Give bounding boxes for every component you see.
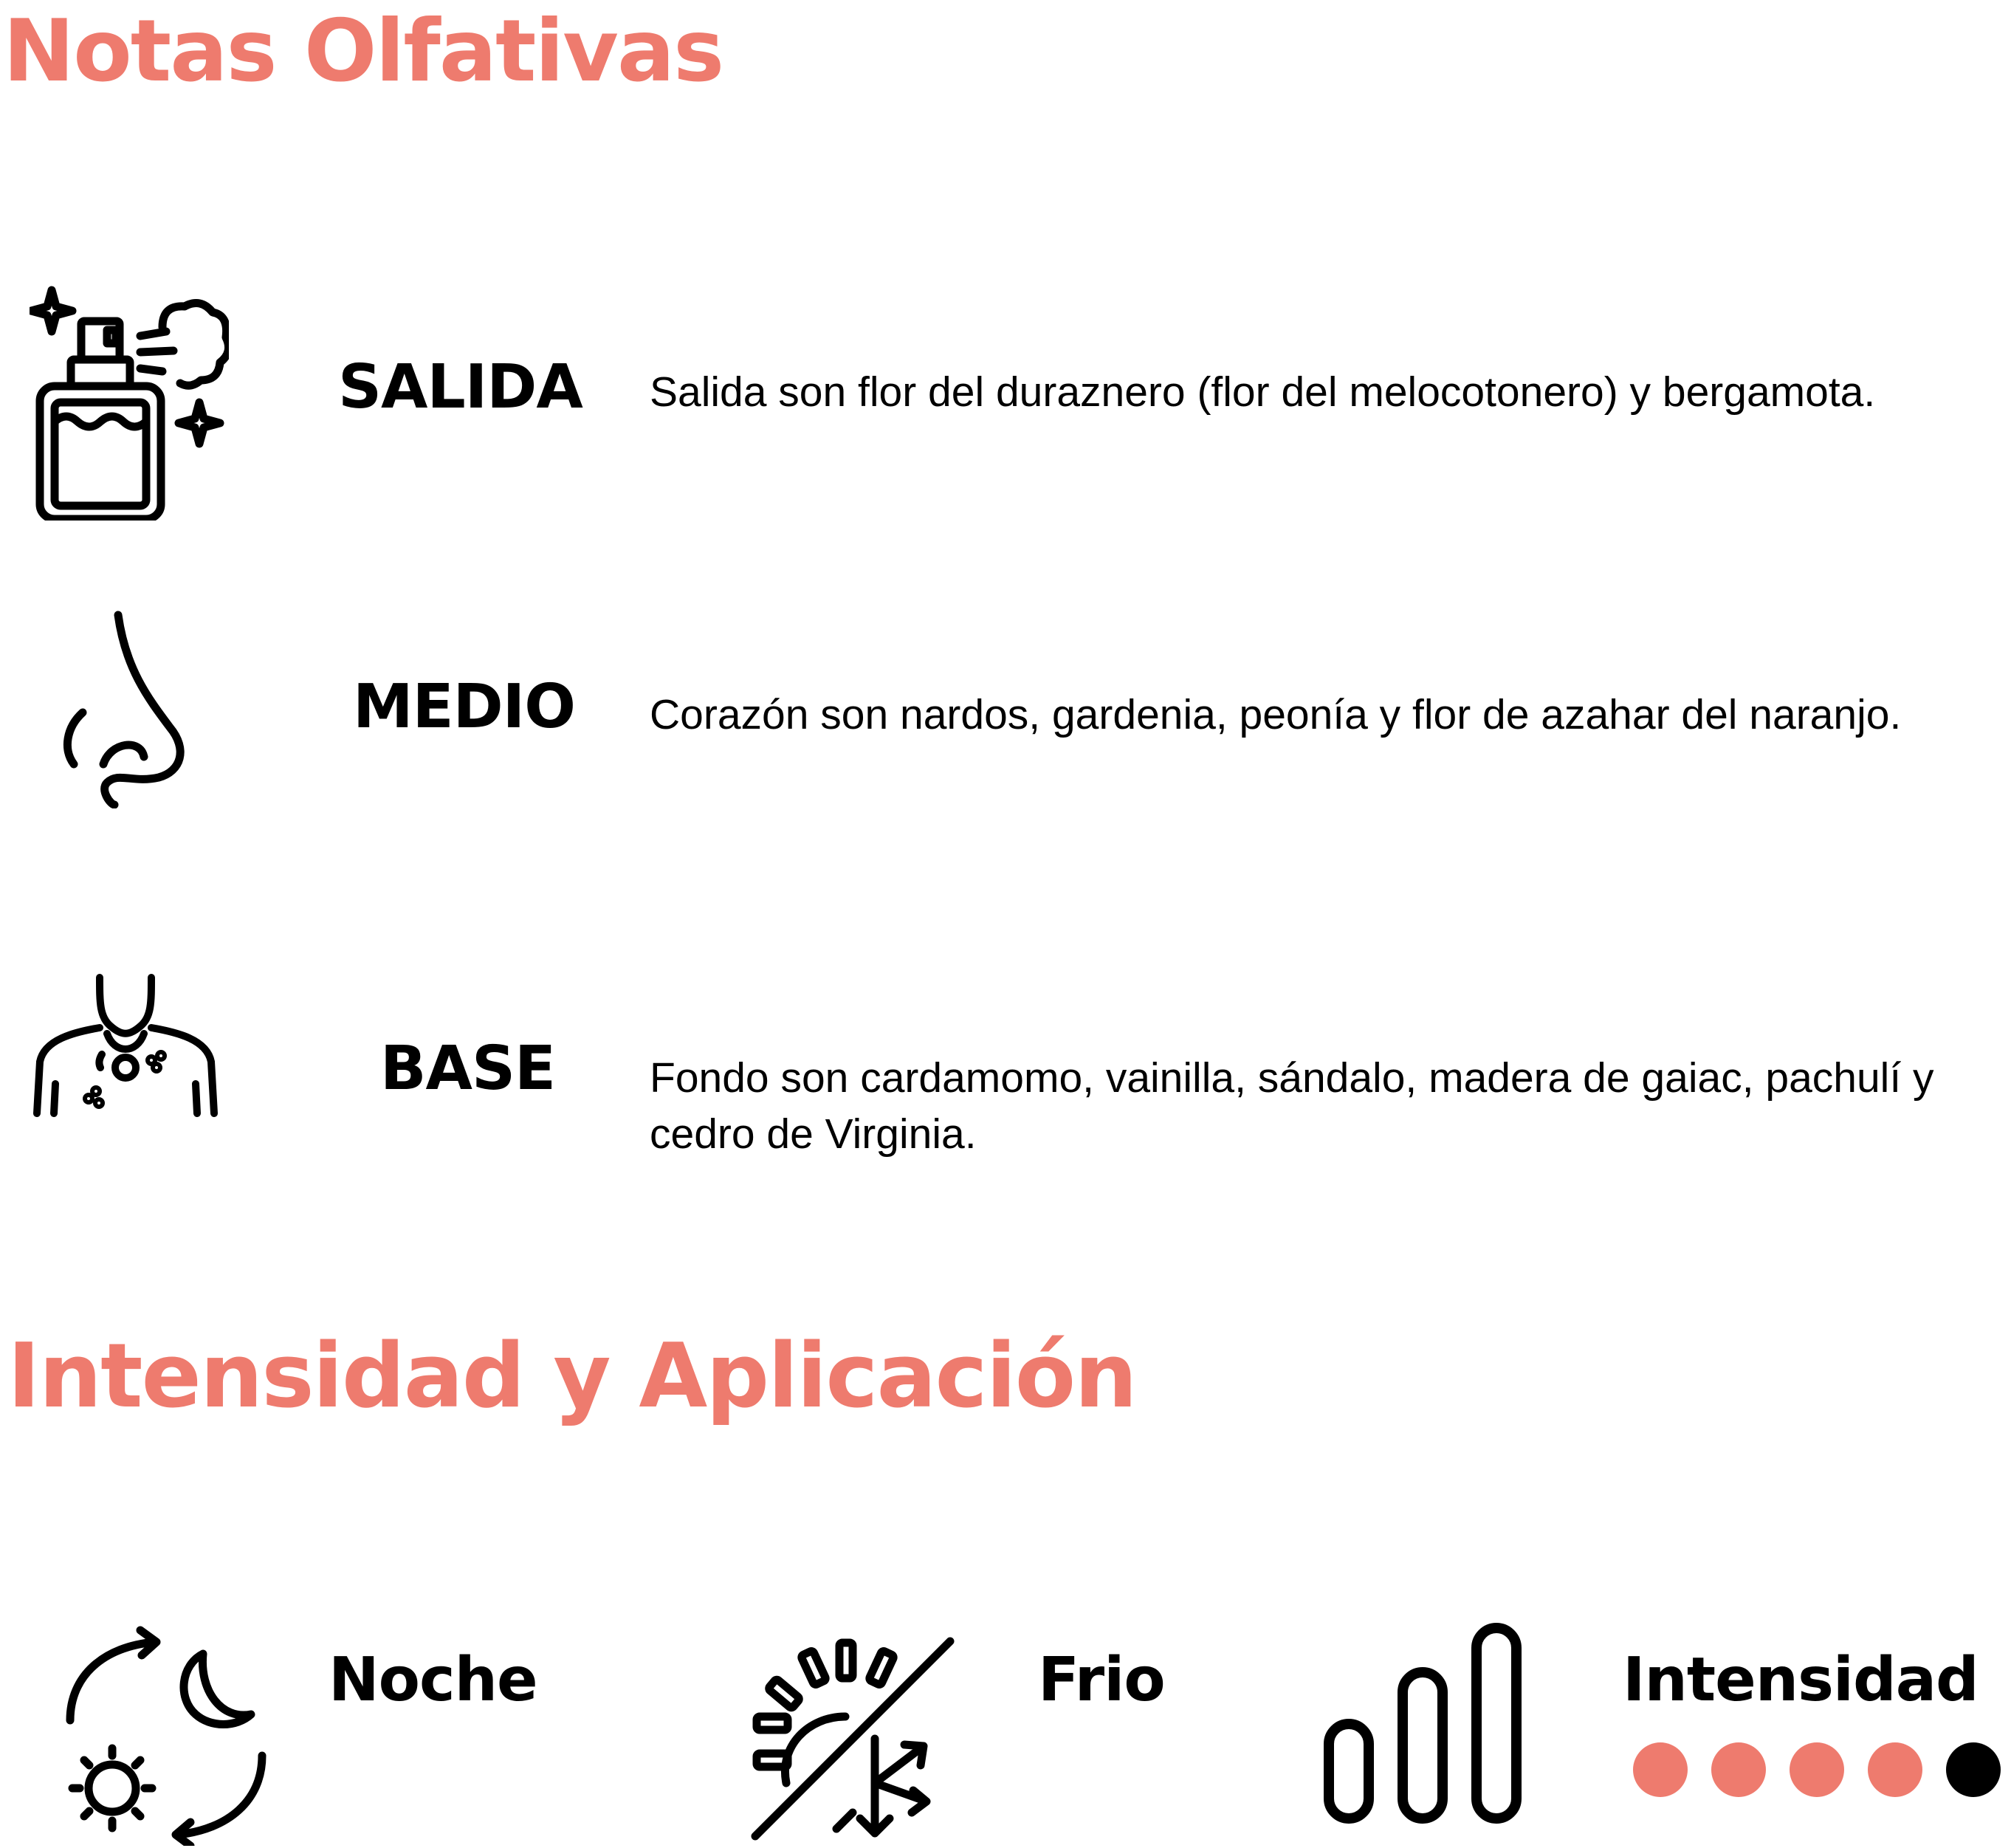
note-label-medio: MEDIO (353, 672, 575, 742)
sun-snowflake-crossed-icon (749, 1635, 956, 1842)
time-of-day-label: Noche (329, 1645, 537, 1715)
note-label-base: BASE (380, 1034, 556, 1104)
note-text-salida: Salida son flor del duraznero (flor del melocotonero) y bergamota. (650, 368, 1876, 416)
intensity-heading: Intensidad y Aplicación (7, 1325, 1136, 1428)
neck-shoulders-icon (30, 973, 221, 1121)
intensity-label: Intensidad (1623, 1645, 1979, 1715)
nose-icon (59, 609, 199, 808)
signal-bars-icon (1321, 1621, 1528, 1827)
intensity-rating (1633, 1742, 2001, 1797)
note-label-salida: SALIDA (338, 352, 582, 422)
intensity-dot-filled (1790, 1742, 1844, 1797)
perfume-spray-icon (30, 284, 229, 521)
note-text-medio: Corazón son nardos, gardenia, peonía y flor de azahar del naranjo. (650, 691, 1902, 738)
season-label: Frio (1038, 1645, 1165, 1715)
intensity-dot-filled (1633, 1742, 1688, 1797)
note-text-base: Fondo son cardamomo, vainilla, sándalo, madera de gaiac, pachulí y cedro de Virginia. (650, 1054, 1934, 1158)
intensity-dot-empty (1946, 1742, 2001, 1797)
day-night-cycle-icon (59, 1624, 273, 1846)
intensity-dot-filled (1868, 1742, 1922, 1797)
intensity-dot-filled (1711, 1742, 1766, 1797)
notes-heading: Notas Olfativas (3, 1, 723, 101)
